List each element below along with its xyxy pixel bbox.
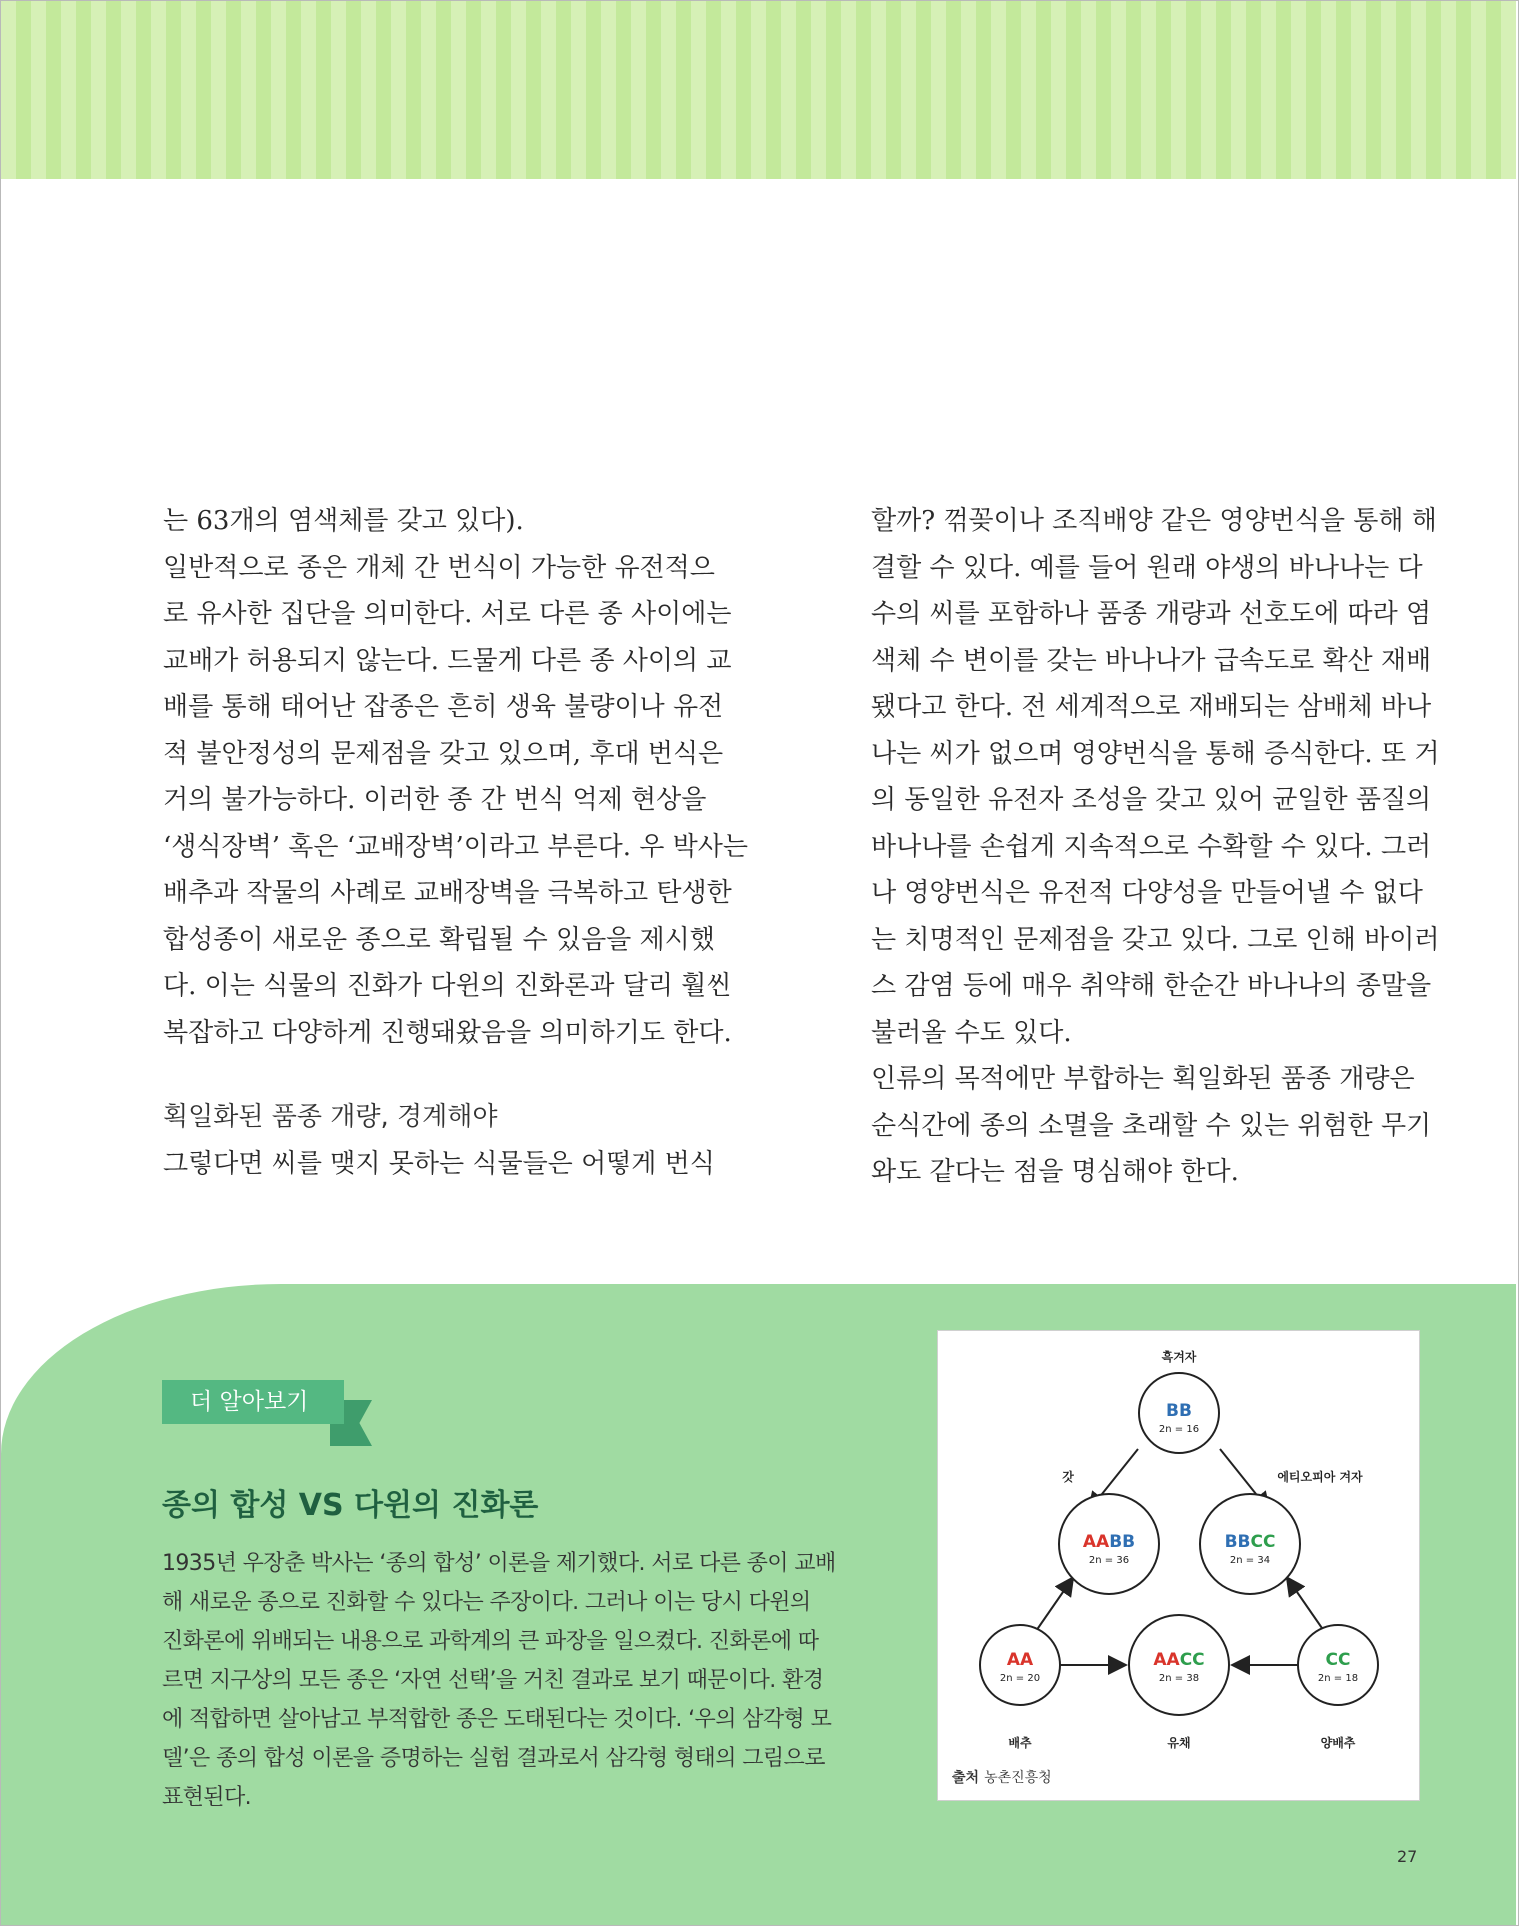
body-line: 할까? 꺾꽂이나 조직배양 같은 영양번식을 통해 해 xyxy=(871,506,1437,536)
node-label-aa: 배추 xyxy=(1008,1736,1032,1750)
node-genome-aabb xyxy=(1083,1532,1135,1552)
genome-part-b: BB xyxy=(1109,1532,1136,1552)
striped-header-band xyxy=(1,1,1516,179)
node-chromosomes-aacc: 2n = 38 xyxy=(1158,1673,1200,1684)
info-line: 표현된다. xyxy=(162,1785,252,1810)
page-number: 27 xyxy=(1397,1847,1418,1866)
body-line: 됐다고 한다. 전 세계적으로 재배되는 삼배체 바나 xyxy=(871,692,1432,722)
body-line: 배를 통해 태어난 잡종은 흔히 생육 불량이나 유전 xyxy=(163,692,724,722)
node-label-bb: 흑겨자 xyxy=(1161,1350,1197,1364)
node-chromosomes-aa: 2n = 20 xyxy=(999,1673,1041,1684)
body-line: 그렇다면 씨를 맺지 못하는 식물들은 어떻게 번식 xyxy=(163,1148,715,1179)
node-label-aabb: 갓 xyxy=(1062,1470,1074,1484)
node-genome-cc: CC xyxy=(1325,1650,1351,1670)
genome-part-a: AA xyxy=(1082,1532,1110,1552)
info-box-title: 종의 합성 VS 다윈의 진화론 xyxy=(162,1488,539,1523)
body-line: 다. 이는 식물의 진화가 다윈의 진화론과 달리 훨씬 xyxy=(163,971,732,1001)
body-line: 수의 씨를 포함하나 품종 개량과 선호도에 따라 염 xyxy=(871,599,1432,629)
body-line: 교배가 허용되지 않는다. 드물게 다른 종 사이의 교 xyxy=(163,645,732,676)
node-genome-bb: BB xyxy=(1166,1401,1192,1421)
more-info-tag: 더 알아보기 xyxy=(162,1380,344,1424)
triangle-of-u-figure xyxy=(937,1330,1420,1801)
genome-part-b: BB xyxy=(1224,1532,1251,1552)
section-subheading: 획일화된 품종 개량, 경계해야 xyxy=(163,1102,498,1132)
article-right-column xyxy=(871,498,1440,1196)
node-label-aacc: 유채 xyxy=(1167,1736,1191,1750)
genome-part-c: CC xyxy=(1179,1650,1205,1670)
article-left-column xyxy=(163,498,748,1187)
info-line: 진화론에 위배되는 내용으로 과학계의 큰 파장을 일으켰다. 진화론에 따 xyxy=(162,1629,819,1654)
body-line: 스 감염 등에 매우 취약해 한순간 바나나의 종말을 xyxy=(871,971,1432,1001)
node-chromosomes-aabb: 2n = 36 xyxy=(1088,1555,1130,1566)
body-line: 나 영양번식은 유전적 다양성을 만들어낼 수 없다 xyxy=(871,878,1423,908)
body-line: 적 불안정성의 문제점을 갖고 있으며, 후대 번식은 xyxy=(163,738,724,769)
body-line: 색체 수 변이를 갖는 바나나가 급속도로 확산 재배 xyxy=(871,645,1432,676)
body-line: 일반적으로 종은 개체 간 번식이 가능한 유전적으 xyxy=(163,552,715,583)
genome-part-c: CC xyxy=(1250,1532,1276,1552)
body-line: 순식간에 종의 소멸을 초래할 수 있는 위험한 무기 xyxy=(871,1110,1432,1141)
body-line: 는 치명적인 문제점을 갖고 있다. 그로 인해 바이러 xyxy=(871,924,1440,955)
body-line: 합성종이 새로운 종으로 확립될 수 있음을 제시했 xyxy=(163,924,715,955)
info-line: 델’은 종의 합성 이론을 증명하는 실험 결과로서 삼각형 형태의 그림으로 xyxy=(162,1746,825,1771)
arrow-cc-to-bbcc xyxy=(1288,1579,1324,1631)
body-line: 의 동일한 유전자 조성을 갖고 있어 균일한 품질의 xyxy=(871,785,1432,815)
info-line: 1935년 우장춘 박사는 ‘종의 합성’ 이론을 제기했다. 서로 다른 종이 교배 xyxy=(162,1551,836,1576)
node-genome-aacc xyxy=(1153,1650,1204,1670)
body-line: 결할 수 있다. 예를 들어 원래 야생의 바나나는 다 xyxy=(871,552,1423,583)
info-line: 해 새로운 종으로 진화할 수 있다는 주장이다. 그러나 이는 당시 다윈의 xyxy=(162,1590,811,1615)
body-line: 불러올 수도 있다. xyxy=(871,1017,1072,1048)
body-line: 복잡하고 다양하게 진행돼왔음을 의미하기도 한다. xyxy=(163,1017,732,1048)
node-label-cc: 양배추 xyxy=(1320,1736,1356,1750)
info-line: 에 적합하면 살아남고 부적합한 종은 도태된다는 것이다. ‘우의 삼각형 모 xyxy=(162,1707,832,1732)
genome-part-a: AA xyxy=(1153,1650,1180,1670)
source-label: 출처 xyxy=(952,1770,980,1786)
triangle-diagram xyxy=(938,1331,1419,1800)
body-line: ‘생식장벽’ 혹은 ‘교배장벽’이라고 부른다. 우 박사는 xyxy=(163,831,748,862)
body-line: 와도 같다는 점을 명심해야 한다. xyxy=(871,1157,1239,1187)
node-chromosomes-bbcc: 2n = 34 xyxy=(1229,1555,1271,1566)
node-genome-aa: AA xyxy=(1006,1650,1034,1670)
node-chromosomes-bb: 2n = 16 xyxy=(1158,1424,1200,1435)
body-line: 는 63개의 염색체를 갖고 있다). xyxy=(163,506,524,536)
source-value: 농촌진흥청 xyxy=(984,1770,1052,1786)
body-line: 바나나를 손쉽게 지속적으로 수확할 수 있다. 그러 xyxy=(871,831,1432,862)
info-box-body xyxy=(162,1544,862,1817)
body-line: 로 유사한 집단을 의미한다. 서로 다른 종 사이에는 xyxy=(163,599,732,629)
body-line: 나는 씨가 없으며 영양번식을 통해 증식한다. 또 거 xyxy=(871,738,1440,769)
info-line: 르면 지구상의 모든 종은 ‘자연 선택’을 거친 결과로 보기 때문이다. 환경 xyxy=(162,1668,824,1693)
figure-source xyxy=(952,1769,1052,1786)
node-chromosomes-cc: 2n = 18 xyxy=(1317,1673,1359,1684)
node-genome-bbcc xyxy=(1225,1532,1276,1552)
node-label-bbcc: 에티오피아 겨자 xyxy=(1277,1470,1363,1484)
body-line: 인류의 목적에만 부합하는 획일화된 품종 개량은 xyxy=(871,1064,1415,1094)
body-line: 거의 불가능하다. 이러한 종 간 번식 억제 현상을 xyxy=(163,785,707,815)
body-line: 배추과 작물의 사례로 교배장벽을 극복하고 탄생한 xyxy=(163,878,732,908)
arrow-aa-to-aabb xyxy=(1036,1579,1072,1631)
